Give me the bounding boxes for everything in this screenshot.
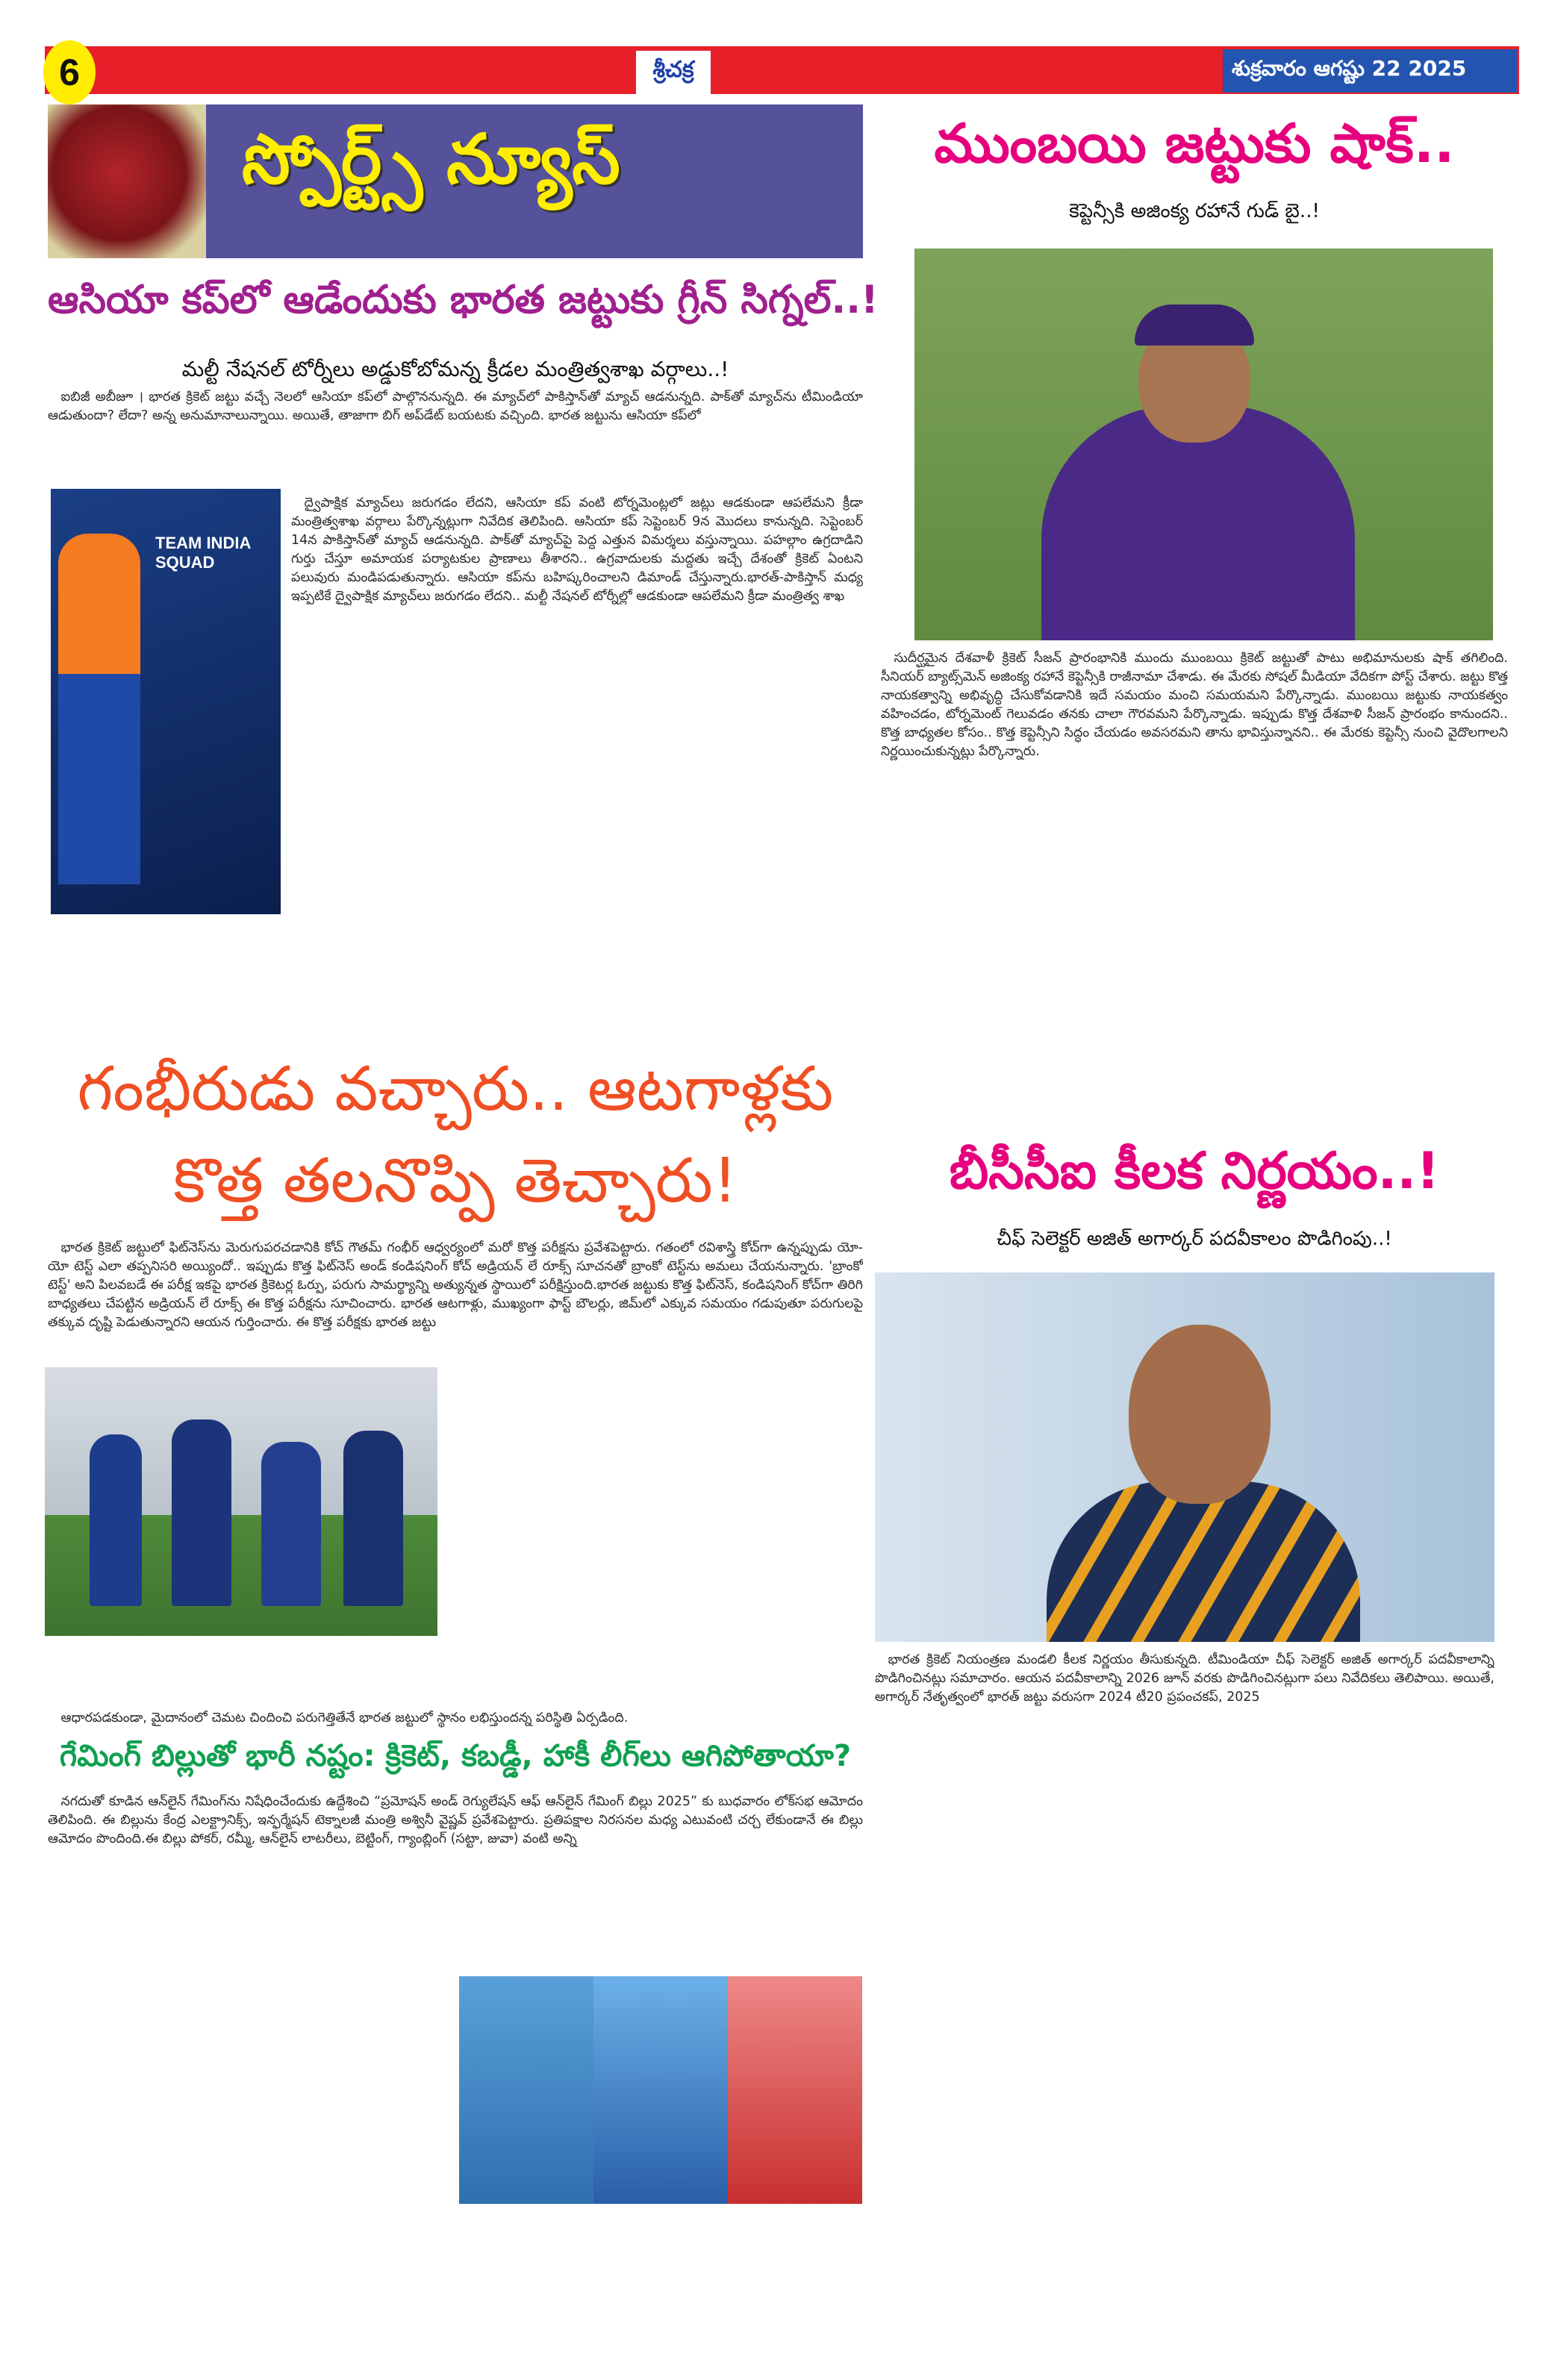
paragraph: నగదుతో కూడిన ఆన్‌లైన్ గేమింగ్‌ను నిషేధించేందుకు ఉద్దేశించి “ప్రమోషన్ అండ్ రెగ్యులేషన్ ఆఫ్ ఆన్‌లైన్ గేమింగ్ బిల్లు 2025” కు బుధవారం లోక్‌సభ ఆమోదం తెలిపింది. ఈ బిల్లును కేంద్ర ఎలక్ట్రానిక్స్, ఇన్ఫర్మేషన్ టెక్నాలజీ మంత్రి అశ్వినీ వైష్ణవ్ ప్రవేశపెట్టారు. ప్రతిపక్షాల నిరసనల మధ్య ఎటువంటి చర్చ లేకుండానే ఈ బిల్లు ఆమోదం పొందింది.ఈ బిల్లు పోకర్, రమ్మీ, ఆన్‌లైన్ లాటరీలు, బెట్టింగ్, గ్యాంబ్లింగ్ (సట్టా, జువా) వంటి అన్ని: [48, 1794, 863, 1846]
gambhir-body-side: [448, 1369, 863, 1634]
training-photo: [45, 1367, 437, 1636]
asia-cup-headline: ఆసియా కప్‌లో ఆడేందుకు భారత జట్టుకు గ్రీన్ సిగ్నల్..!: [48, 278, 879, 322]
mumbai-body: [881, 649, 1508, 1112]
cricket-ball-icon: [48, 104, 206, 258]
sports-leagues-collage: [459, 1976, 862, 2204]
gambhir-body-end: [48, 1709, 863, 1731]
bcci-subhead: చీఫ్ సెలెక్టర్ అజిత్ అగార్కర్ పదవీకాలం పొడిగింపు..!: [997, 1228, 1392, 1250]
bcci-body: [875, 1651, 1494, 2315]
asia-cup-body: [291, 494, 863, 1024]
mumbai-subhead: కెప్టెన్సీకి అజింక్య రహానే గుడ్ బై..!: [1069, 200, 1320, 222]
team-india-squad-image: [51, 489, 281, 914]
gaming-headline: గేమింగ్ బిల్లుతో భారీ నష్టం: క్రికెట్, కబడ్డీ, హాకీ లీగ్‌లు ఆగిపోతాయా?: [59, 1739, 852, 1773]
gambhir-headline-line2: కొత్త తలనొప్పి తెచ్చారు!: [173, 1146, 738, 1216]
issue-date: శుక్రవారం ఆగష్టు 22 2025: [1218, 49, 1517, 93]
paragraph: సుదీర్ఘమైన దేశవాళీ క్రికెట్ సీజన్ ప్రారంభానికి ముందు ముంబయి క్రికెట్ జట్టుతో పాటు అభిమానులకు షాక్ తగిలింది. సీనియర్ బ్యాట్స్‌మెన్ అజింక్య రహానే కెప్టెన్సీకి రాజీనామా చేశాడు. ఈ మేరకు సోషల్ మీడియా వేదికగా పోస్ట్ చేశారు. జట్టు కొత్త నాయకత్వాన్ని అభివృద్ధి చేసుకోవడానికి ఇదే సమయం మంచి సమయమని పేర్కొన్నాడు. ముంబయి జట్టుకు నాయకత్వం వహించడం, టోర్నమెంట్ గెలువడం తనకు చాలా గౌరవమని పేర్కొన్నాడు. ఇప్పుడు కొత్త దేశవాళి సీజన్ ప్రారంభం కానుందని.. కొత్త బాధ్యతల కోసం.. కొత్త కెప్టెన్సీని సిద్ధం చేయడం అవసరమని తాను భావిస్తున్నానని.. ఈ మేరకు కెప్టెన్సీ నుంచి వైదొలగాలని నిర్ణయించుకున్నట్లు పేర్కొన్నారు.: [881, 651, 1508, 759]
asia-cup-subhead: మల్టీ నేషనల్ టోర్నీలు అడ్డుకోబోమన్న క్రీడల మంత్రిత్వశాఖ వర్గాలు..!: [181, 357, 729, 381]
kabaddi-league-photo: [728, 1976, 862, 2204]
gambhir-body-top: [48, 1239, 863, 1366]
agarkar-photo: [875, 1272, 1494, 1642]
cricket-league-photo: [459, 1976, 593, 2204]
paragraph: భారత క్రికెట్ నియంత్రణ మండలి కీలక నిర్ణయం తీసుకున్నది. టీమిండియా చీఫ్ సెలెక్టర్ అజిత్ అగార్కర్ పదవీకాలాన్ని పొడిగించినట్లు సమాచారం. ఆయన పదవీకాలాన్ని 2026 జూన్ వరకు పొడిగించినట్లుగా పలు నివేదికలు తెలిపాయి. అయితే, అగార్కర్ నేతృత్వంలో భారత్ జట్టు వరుసగా 2024 టీ20 ప్రపంచకప్, 2025: [875, 1652, 1494, 1705]
hockey-league-photo: [593, 1976, 728, 2204]
sports-news-banner: [48, 104, 863, 258]
gambhir-headline-line1: గంభీరుడు వచ్చారు.. ఆటగాళ్లకు: [77, 1054, 834, 1125]
image-caption: TEAM INDIA SQUAD: [155, 534, 251, 572]
section-title: స్పోర్ట్స్ న్యూస్: [242, 119, 620, 199]
paragraph: భారత క్రికెట్ జట్టులో ఫిట్‌నెస్‌ను మెరుగుపరచడానికి కోచ్ గౌతమ్ గంభీర్ ఆధ్వర్యంలో మరో కొత్త పరీక్షను ప్రవేశపెట్టారు. గతంలో రవిశాస్త్రి కోచ్‌గా ఉన్నప్పుడు యో-యో టెస్ట్ ఎలా తప్పనిసరి అయ్యిందో.. ఇప్పుడు కొత్త ఫిట్‌నెస్ అండ్ కండిషనింగ్ కోచ్ అడ్రియన్ లే రూక్స్ సూచనతో బ్రాంకో టెస్ట్‌ను అమలు చేయనున్నారు. 'బ్రాంకో టెస్ట్' అని పిలవబడే ఈ పరీక్ష ఇకపై భారత క్రికెటర్ల ఓర్పు, పరుగు సామర్థ్యాన్ని అత్యున్నత స్థాయిలో పరీక్షిస్తుంది.భారత జట్టుకు కొత్త ఫిట్‌నెస్, కండిషనింగ్ కోచ్‌గా తిరిగి బాధ్యతలు చేపట్టిన అడ్రియన్ లే రూక్స్ ఈ కొత్త పరీక్షను సూచించారు. భారత ఆటగాళ్లు, ముఖ్యంగా ఫాస్ట్ బౌలర్లు, జిమ్‌లో ఎక్కువ సమయం గడుపుతూ పరుగులపై తక్కువ దృష్టి పెడుతున్నారని ఆయన గుర్తించారు. ఈ కొత్త పరీక్షకు భారత జట్టు: [48, 1240, 863, 1330]
mumbai-headline: ముంబయి జట్టుకు షాక్..: [934, 112, 1455, 175]
paragraph: ద్వైపాక్షిక మ్యాచ్‌లు జరుగడం లేదని, ఆసియా కప్ వంటి టోర్నమెంట్లలో జట్లు ఆడకుండా ఆపలేమని క్రీడా మంత్రిత్వశాఖ వర్గాలు పేర్కొన్నట్లుగా నివేదిక తెలిపింది. ఆసియా కప్ సెప్టెంబర్ 9న మొదలు కానున్నది. సెప్టెంబర్ 14న పాకిస్తాన్‌తో మ్యాచ్ ఆడనున్నది. పాక్‌తో మ్యాచ్‌పై పెద్ద ఎత్తున విమర్శలు వస్తున్నాయి. పహల్గాం ఉగ్రదాడిని గుర్తు చేస్తూ అమాయక పర్యాటకుల ప్రాణాలు తీశారని.. ఉగ్రవాదులకు మద్దతు ఇచ్చే దేశంతో క్రికెట్ ఏంటని పలువురు మండిపడుతున్నారు. ఆసియా కప్‌ను బహిష్కరించాలని డిమాండ్ చేస్తున్నారు.భారత్-పాకిస్తాన్ మధ్య ఇప్పటికే ద్వైపాక్షిక మ్యాచ్‌లు జరుగడం లేదని.. మల్టీ నేషనల్ టోర్నీల్లో ఆడకుండా ఆపలేమని క్రీడా మంత్రిత్వ శాఖ: [291, 496, 863, 604]
newspaper-logo: శ్రీచక్ర: [636, 51, 711, 94]
asia-cup-body-top: [48, 388, 863, 493]
gaming-body: [48, 1793, 863, 1972]
rahane-photo: [914, 249, 1493, 640]
paragraph: ఆధారపడకుండా, మైదానంలో చెమట చిందించి పరుగెత్తితేనే భారత జట్టులో స్థానం లభిస్తుందన్న పరిస్థితి ఏర్పడింది.: [60, 1711, 629, 1725]
paragraph: ఐబిజీ అబీజూ । భారత క్రికెట్ జట్టు వచ్చే నెలలో ఆసియా కప్‌లో పాల్గొననున్నది. ఈ మ్యాచ్‌లో పాకిస్తాన్‌తో మ్యాచ్ ఆడనున్నది. పాక్‌తో మ్యాచ్‌ను టీమిండియా ఆడుతుందా? లేదా? అన్న అనుమానాలున్నాయి. అయితే, తాజాగా బిగ్ అప్‌డేట్ బయటకు వచ్చింది. భారత జట్టును ఆసియా కప్‌లో: [48, 390, 863, 423]
bcci-headline: బీసీసీఐ కీలక నిర్ణయం..!: [949, 1142, 1440, 1201]
page-number: 6: [43, 40, 96, 104]
